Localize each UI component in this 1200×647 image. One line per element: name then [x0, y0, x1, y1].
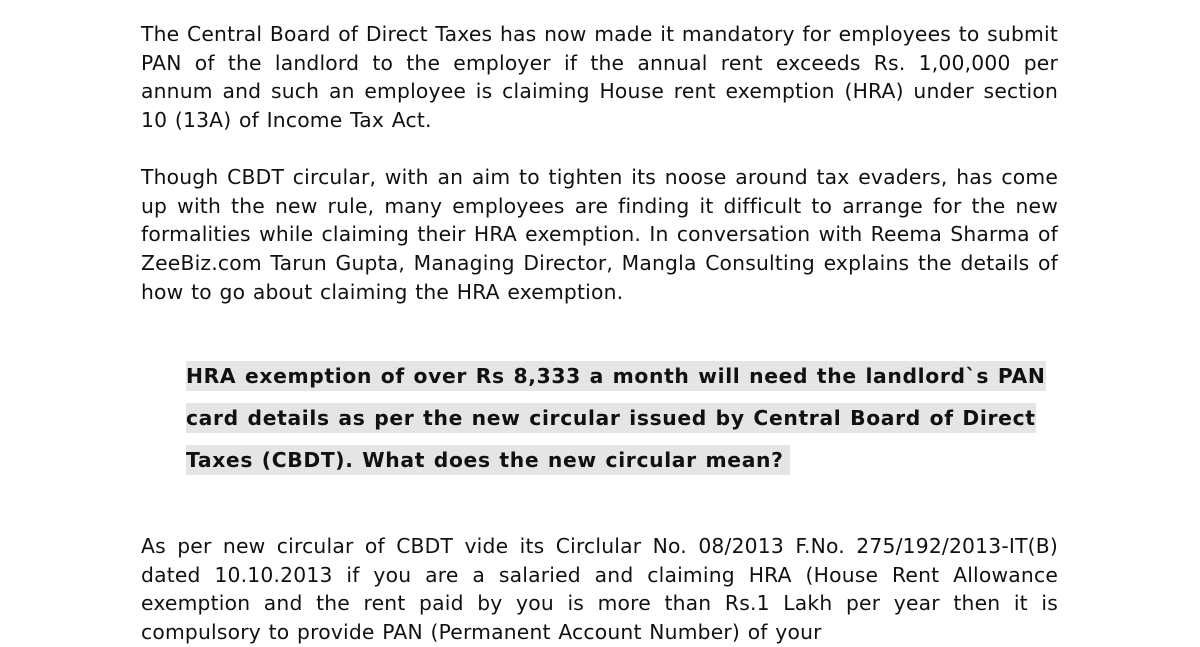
- interview-question: [186, 355, 1046, 481]
- answer-paragraph: As per new circular of CBDT vide its Circlular No. 08/2013 F.No. 275/192/2013-IT(B) dated 10.10.2013 if you are a salaried and claiming HRA (House Rent Allowance exemption and the rent paid by you is more than Rs.1 Lakh per year then it is compulsory to provide PAN (Permanent Account Number) of your: [141, 534, 1058, 645]
- context-paragraph: Though CBDT circular, with an aim to tighten its noose around tax evaders, has come up with the new rule, many employees are finding it difficult to arrange for the new formalities while claiming their HRA exemption. In conversation with Reema Sharma of ZeeBiz.com Tarun Gupta, Managing Director, Mangla Consulting explains the details of how to go about claiming the HRA exemption.: [141, 165, 1058, 304]
- intro-paragraph: The Central Board of Direct Taxes has now made it mandatory for employees to submit PAN of the landlord to the employer if the annual rent exceeds Rs. 1,00,000 per annum and such an employee is claiming House rent exemption (HRA) under section 10 (13A) of Income Tax Act.: [141, 22, 1058, 133]
- interview-question-text: HRA exemption of over Rs 8,333 a month will need the landlord`s PAN card details as per the new circular issued by Central Board of Direct Taxes (CBDT). What does the new circular mean?: [186, 361, 1046, 475]
